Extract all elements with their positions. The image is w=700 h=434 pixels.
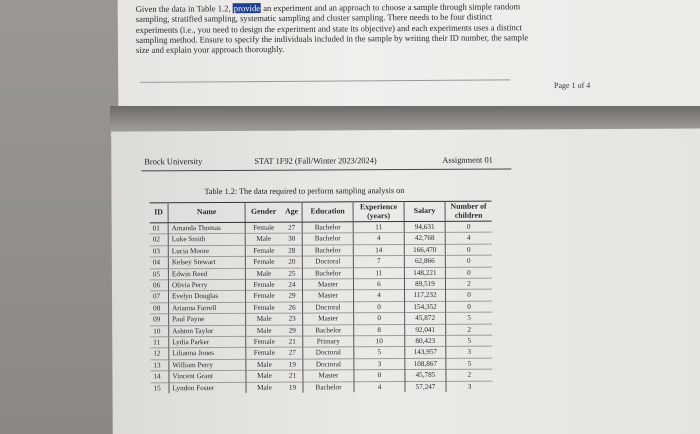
cell-name: William Perry bbox=[169, 359, 246, 371]
cell-gender: Male bbox=[246, 370, 283, 382]
cell-id: 01 bbox=[150, 223, 169, 235]
cell-id: 12 bbox=[150, 348, 169, 360]
cell-age: 27 bbox=[282, 222, 303, 234]
cell-id: 06 bbox=[150, 280, 169, 292]
cell-age: 25 bbox=[282, 268, 303, 280]
university-name: Brock University bbox=[144, 157, 203, 167]
instructions-text-start: Given the data in Table 1.2, bbox=[135, 3, 233, 14]
cell-name: Kelsey Stewart bbox=[168, 257, 245, 269]
cell-salary: 92,041 bbox=[405, 324, 446, 336]
cell-name: Lydia Parker bbox=[169, 336, 246, 348]
cell-id: 11 bbox=[150, 337, 169, 349]
cell-salary: 117,232 bbox=[404, 290, 445, 302]
cell-children: 2 bbox=[446, 324, 493, 336]
cell-age: 19 bbox=[282, 359, 303, 371]
cell-experience: 3 bbox=[354, 358, 405, 370]
cell-gender: Female bbox=[246, 302, 283, 314]
cell-age: 21 bbox=[282, 336, 303, 348]
cell-id: 13 bbox=[150, 360, 169, 372]
cell-name: Lucia Moore bbox=[168, 245, 245, 257]
cell-gender: Male bbox=[245, 268, 282, 280]
cell-education: Bachelor bbox=[302, 233, 353, 245]
cell-id: 09 bbox=[150, 314, 169, 326]
cell-salary: 62,866 bbox=[404, 256, 445, 268]
cell-name: Luke Smith bbox=[168, 234, 245, 246]
cell-education: Bachelor bbox=[303, 381, 354, 392]
sampling-data-table bbox=[150, 201, 493, 394]
cell-experience: 4 bbox=[354, 381, 405, 392]
cell-id: 07 bbox=[150, 291, 169, 303]
cell-education: Master bbox=[302, 279, 353, 291]
assignment-page-bottom bbox=[111, 128, 700, 434]
cell-age: 21 bbox=[282, 370, 303, 382]
page-rule bbox=[140, 79, 510, 83]
cell-education: Doctoral bbox=[302, 256, 353, 268]
header-rule bbox=[141, 168, 511, 171]
col-header-education: Education bbox=[302, 202, 353, 222]
cell-age: 29 bbox=[282, 325, 303, 337]
col-header-salary: Salary bbox=[404, 201, 445, 221]
cell-id: 03 bbox=[150, 246, 169, 258]
cell-children: 5 bbox=[446, 335, 493, 347]
page-number: Page 1 of 4 bbox=[553, 80, 591, 91]
instructions-paragraph bbox=[136, 1, 531, 55]
cell-gender: Male bbox=[246, 359, 283, 371]
assignment-page-top bbox=[118, 0, 700, 110]
cell-children: 2 bbox=[445, 278, 492, 290]
cell-education: Master bbox=[303, 290, 354, 302]
cell-name: Lilianna Jones bbox=[169, 348, 246, 360]
cell-gender: Male bbox=[246, 382, 283, 393]
cell-children: 0 bbox=[445, 267, 492, 279]
cell-experience: 14 bbox=[353, 244, 404, 256]
cell-experience: 4 bbox=[353, 233, 404, 245]
cell-education: Doctoral bbox=[303, 359, 354, 371]
col-header-age: Age bbox=[282, 202, 303, 222]
col-header-name: Name bbox=[168, 202, 245, 222]
cell-id: 04 bbox=[150, 257, 169, 269]
cell-name: Vincent Grant bbox=[169, 371, 246, 383]
cell-experience: 0 bbox=[354, 313, 405, 325]
cell-gender: Female bbox=[246, 336, 283, 348]
cell-salary: 45,872 bbox=[405, 313, 446, 325]
table-caption: Table 1.2: The data required to perform sampling analysis on bbox=[204, 186, 405, 197]
cell-children: 2 bbox=[446, 369, 493, 381]
cell-salary: 45,785 bbox=[405, 370, 446, 382]
cell-children: 5 bbox=[446, 312, 493, 324]
cell-education: Doctoral bbox=[303, 347, 354, 359]
cell-name: Paul Payne bbox=[169, 314, 246, 326]
cell-experience: 11 bbox=[353, 222, 404, 234]
cell-id: 02 bbox=[150, 234, 169, 246]
col-header-experience: Experience (years) bbox=[353, 202, 404, 222]
cell-experience: 8 bbox=[354, 324, 405, 336]
cell-education: Master bbox=[303, 370, 354, 382]
cell-education: Doctoral bbox=[303, 302, 354, 314]
cell-id: 08 bbox=[150, 303, 169, 315]
cell-gender: Female bbox=[245, 245, 282, 257]
cell-age: 19 bbox=[282, 382, 303, 393]
cell-salary: 94,631 bbox=[404, 221, 445, 233]
col-header-children: Number of children bbox=[445, 201, 492, 221]
cell-education: Bachelor bbox=[303, 324, 354, 336]
cell-id: 14 bbox=[150, 371, 169, 383]
cell-salary: 148,221 bbox=[404, 267, 445, 279]
cell-children: 4 bbox=[445, 232, 492, 244]
cell-salary: 154,352 bbox=[405, 301, 446, 313]
cell-experience: 10 bbox=[354, 336, 405, 348]
cell-experience: 5 bbox=[354, 347, 405, 359]
cell-gender: Female bbox=[245, 256, 282, 268]
cell-experience: 0 bbox=[354, 370, 405, 382]
highlighted-word: provide bbox=[233, 3, 261, 14]
cell-salary: 80,423 bbox=[405, 335, 446, 347]
cell-children: 0 bbox=[445, 290, 492, 302]
cell-salary: 89,519 bbox=[404, 278, 445, 290]
cell-children: 0 bbox=[445, 244, 492, 256]
cell-age: 28 bbox=[282, 245, 303, 257]
cell-age: 23 bbox=[282, 313, 303, 325]
cell-name: Arianna Farrell bbox=[169, 302, 246, 314]
cell-age: 29 bbox=[282, 291, 303, 303]
cell-salary: 108,867 bbox=[405, 358, 446, 370]
cell-experience: 11 bbox=[353, 267, 404, 279]
cell-experience: 4 bbox=[354, 290, 405, 302]
cell-id: 05 bbox=[150, 268, 169, 280]
cell-gender: Female bbox=[246, 291, 283, 303]
cell-education: Bachelor bbox=[302, 267, 353, 279]
cell-age: 30 bbox=[282, 233, 303, 245]
cell-education: Bachelor bbox=[302, 245, 353, 257]
cell-gender: Female bbox=[246, 348, 283, 360]
cell-children: 0 bbox=[445, 255, 492, 267]
cell-gender: Male bbox=[246, 325, 283, 337]
cell-experience: 7 bbox=[353, 256, 404, 268]
table-row bbox=[150, 381, 492, 394]
cell-name: Lyndon Foster bbox=[169, 382, 246, 393]
cell-salary: 57,247 bbox=[405, 381, 446, 392]
cell-education: Bachelor bbox=[302, 222, 353, 234]
cell-name: Amanda Thomas bbox=[168, 222, 245, 234]
cell-age: 20 bbox=[282, 256, 303, 268]
cell-name: Ashton Taylor bbox=[169, 325, 246, 337]
cell-children: 0 bbox=[446, 301, 493, 313]
cell-id: 10 bbox=[150, 325, 169, 337]
cell-gender: Male bbox=[246, 313, 283, 325]
cell-education: Master bbox=[303, 313, 354, 325]
cell-children: 3 bbox=[446, 381, 493, 392]
cell-experience: 6 bbox=[353, 279, 404, 291]
cell-age: 24 bbox=[282, 279, 303, 291]
assignment-label: Assignment 01 bbox=[442, 155, 493, 165]
col-header-gender: Gender bbox=[245, 202, 282, 222]
cell-experience: 0 bbox=[354, 301, 405, 313]
cell-education: Primary bbox=[303, 336, 354, 348]
cell-salary: 166,470 bbox=[404, 244, 445, 256]
table-body bbox=[150, 221, 493, 393]
cell-children: 5 bbox=[446, 358, 493, 370]
cell-children: 0 bbox=[466, 222, 471, 231]
cell-id: 15 bbox=[150, 382, 169, 393]
cell-salary: 143,957 bbox=[405, 347, 446, 359]
cell-gender: Female bbox=[245, 279, 282, 291]
table-header-row bbox=[150, 201, 492, 223]
cell-children: 3 bbox=[446, 347, 493, 359]
col-header-id: ID bbox=[150, 203, 169, 223]
instructions-text-rest: an experiment and an approach to choose a sample through simple random sampling, stratified sampling, systematic sampling and cluster sampling. There needs to be four distinct experiments (i.e., you need to design the experiment and state its objective) and each experiments uses a distinct sampling method. Ensure to specify the individuals included in the sample by writing their ID number, the sample size and explain your approach thoroughly. bbox=[135, 1, 529, 56]
cell-name: Evelyn Douglas bbox=[169, 291, 246, 303]
course-title: STAT 1F92 (Fall/Winter 2023/2024) bbox=[254, 156, 377, 166]
cell-gender: Female bbox=[253, 223, 275, 232]
cell-name: Edwin Reed bbox=[168, 268, 245, 280]
cell-gender: Male bbox=[245, 234, 282, 246]
cell-salary: 42,768 bbox=[404, 233, 445, 245]
cell-age: 26 bbox=[282, 302, 303, 314]
cell-name: Olivia Perry bbox=[168, 279, 245, 291]
cell-age: 27 bbox=[282, 348, 303, 360]
